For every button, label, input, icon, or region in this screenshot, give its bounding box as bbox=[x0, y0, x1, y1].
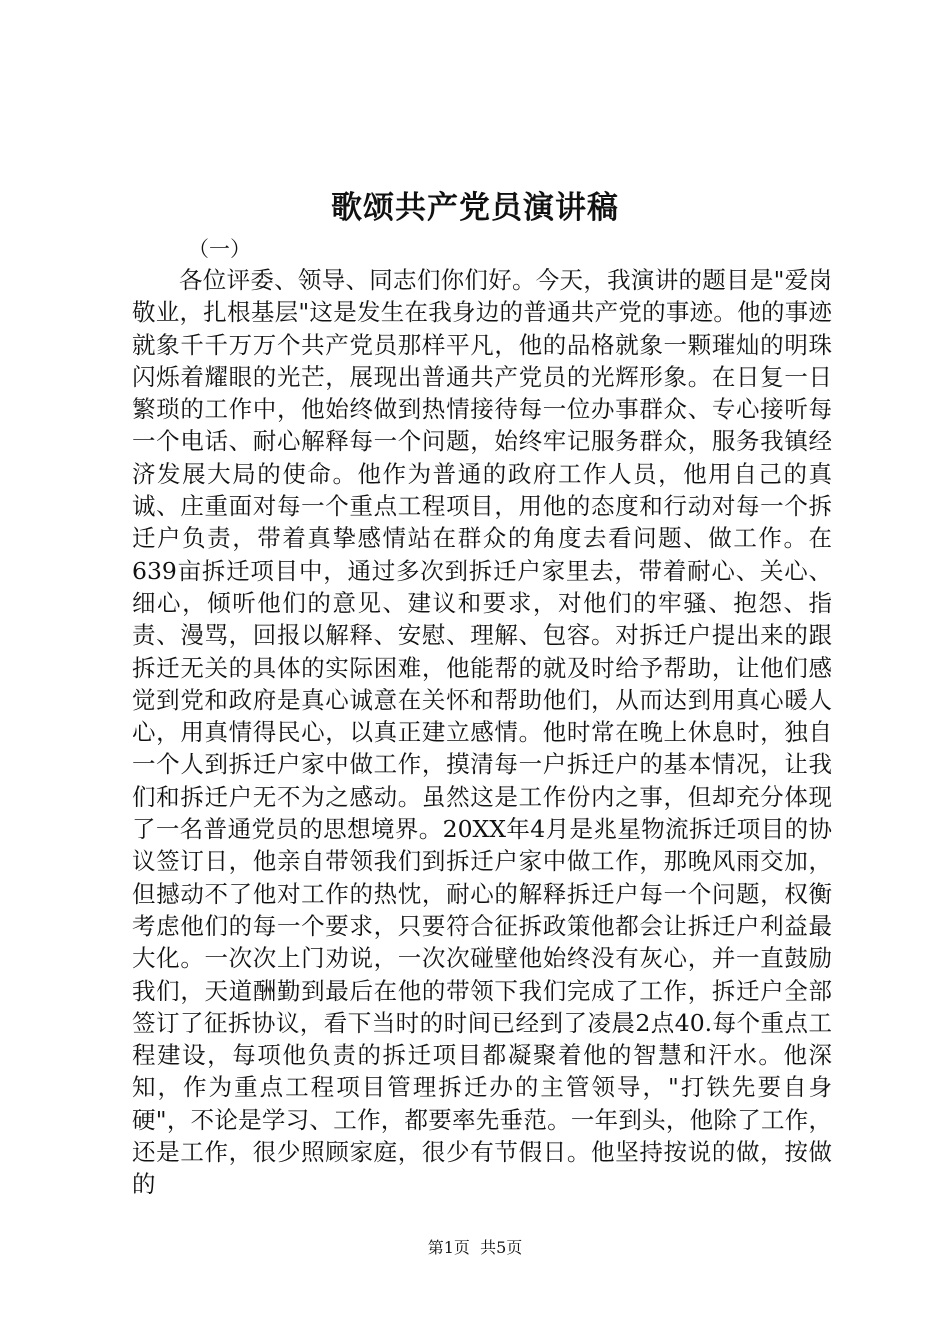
section-label: （一） bbox=[188, 237, 251, 261]
document-title: 歌颂共产党员演讲稿 bbox=[331, 190, 619, 226]
body-paragraph: 各位评委、领导、同志们你们好。今天，我演讲的题目是"爱岗敬业，扎根基层"这是发生在我身边的普通共产党的事迹。他的事迹就象千千万万个共产党员那样平凡，他的品格就象一颗璀灿的明珠闪烁着耀眼的光芒，展现出普通共产党员的光辉形象。在日复一日繁琐的工作中，他始终做到热情接待每一位办事群众、专心接听每一个电话、耐心解释每一个问题，始终牢记服务群众，服务我镇经济发展大局的使命。他作为普通的政府工作人员，他用自己的真诚、庄重面对每一个重点工程项目，用他的态度和行动对每一个拆迁户负责，带着真挚感情站在群众的角度去看问题、做工作。在639亩拆迁项目中，通过多次到拆迁户家里去，带着耐心、关心、细心，倾听他们的意见、建议和要求，对他们的牢骚、抱怨、指责、漫骂，回报以解释、安慰、理解、包容。对拆迁户提出来的跟拆迁无关的具体的实际困难，他能帮的就及时给予帮助，让他们感觉到党和政府是真心诚意在关怀和帮助他们，从而达到用真心暖人心，用真情得民心，以真正建立感情。他时常在晚上休息时，独自一个人到拆迁户家中做工作，摸清每一户拆迁户的基本情况，让我们和拆迁户无不为之感动。虽然这是工作份内之事，但却充分体现了一名普通党员的思想境界。20XX年4月是兆星物流拆迁项目的协议签订日，他亲自带领我们到拆迁户家中做工作，那晚风雨交加，但撼动不了他对工作的热忱，耐心的解释拆迁户每一个问题，权衡考虑他们的每一个要求，只要符合征拆政策他都会让拆迁户利益最大化。一次次上门劝说，一次次碰壁他始终没有灰心，并一直鼓励我们，天道酬勤到最后在他的带领下我们完成了工作，拆迁户全部签订了征拆协议，看下当时的时间已经到了凌晨2点40.每个重点工程建设，每项他负责的拆迁项目都凝聚着他的智慧和汗水。他深知，作为重点工程项目管理拆迁办的主管领导，"打铁先要自身硬"，不论是学习、工作，都要率先垂范。一年到头，他除了工作，还是工作，很少照顾家庭，很少有节假日。他坚持按说的做，按做的 bbox=[132, 266, 832, 1199]
page-total: 共5页 bbox=[480, 1238, 523, 1257]
page-footer bbox=[0, 1236, 950, 1260]
page-number: 第1页 bbox=[427, 1238, 470, 1257]
